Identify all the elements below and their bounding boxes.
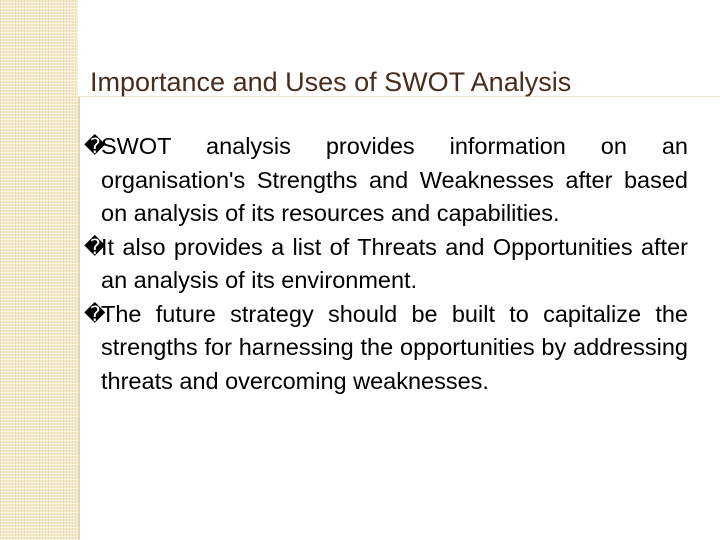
bullet-text: The future strategy should be built to capitalize the strengths for harnessing the opportunities by addressing threats and overcoming weaknesses. — [101, 300, 688, 394]
slide-body — [86, 130, 688, 398]
bullet-item — [86, 231, 688, 298]
slide-title: Importance and Uses of SWOT Analysis — [90, 67, 572, 97]
decorative-side-strip — [0, 0, 78, 540]
bullet-text: It also provides a list of Threats and Opportunities after an analysis of its environment. — [101, 233, 688, 293]
bullet-marker-icon: � — [84, 301, 106, 326]
bullet-item — [86, 298, 688, 399]
bullet-text: SWOT analysis provides information on an organisation's Strengths and Weaknesses after based on analysis of its resources and capabilities. — [101, 133, 688, 226]
bullet-marker-icon: � — [84, 134, 106, 158]
bullet-marker-icon: � — [84, 234, 106, 259]
bullet-item — [86, 130, 688, 231]
